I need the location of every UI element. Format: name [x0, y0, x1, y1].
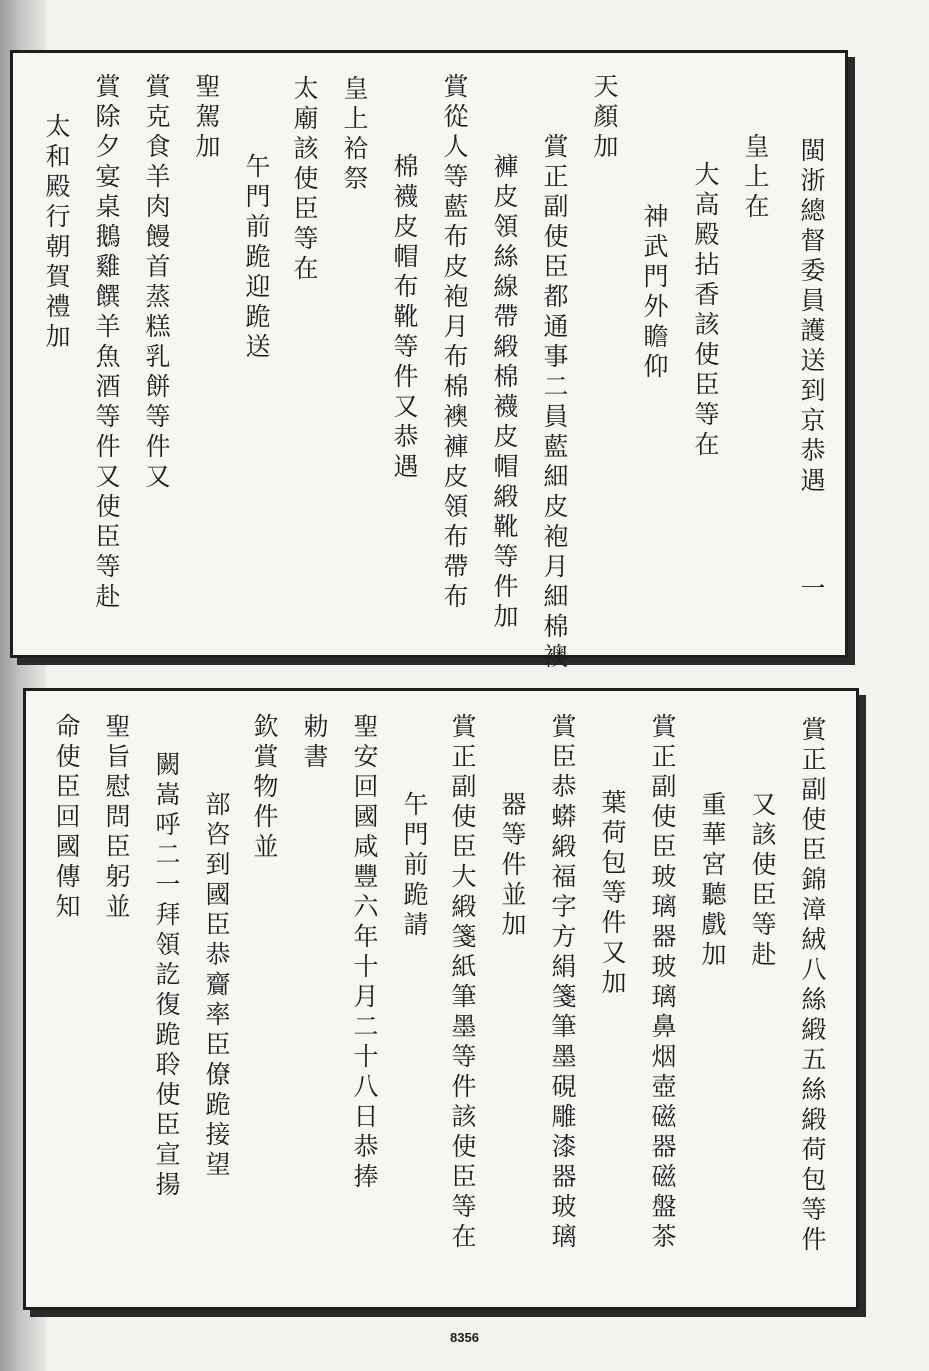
text-column: 賞正副使臣玻璃器玻璃鼻烟壺磁器磁盤茶: [648, 713, 677, 1253]
text-column: 天顏加: [590, 73, 619, 163]
text-column: 棉襪皮帽布靴等件又恭遇: [390, 153, 419, 483]
top-document-panel: [10, 50, 848, 673]
text-column: 賞除夕宴桌鵝雞饌羊魚酒等件又使臣等赴: [92, 73, 121, 613]
text-column: 賞正副使臣大緞箋紙筆墨等件該使臣等在: [448, 713, 477, 1253]
text-column: 午門前跪迎跪送: [242, 153, 271, 363]
text-column: 褲皮領絲線帶緞棉襪皮帽緞靴等件加: [490, 153, 519, 633]
text-column: 太和殿行朝賀禮加: [42, 113, 71, 353]
text-column: 賞克食羊肉饅首蒸糕乳餅等件又: [142, 73, 171, 493]
text-column: 大高殿拈香該使臣等在: [691, 161, 720, 461]
text-column: 聖駕加: [192, 73, 221, 163]
text-column: 賞正副使臣錦漳絨八絲緞五絲緞荷包等件: [798, 716, 827, 1256]
text-column: 皇上在: [741, 133, 770, 223]
text-column: 神武門外瞻仰: [640, 203, 669, 383]
text-column: 器等件並加: [498, 791, 527, 941]
text-column: 葉荷包等件又加: [598, 789, 627, 999]
text-column: 午門前跪請: [400, 791, 429, 941]
bottom-document-panel: [23, 688, 859, 1310]
text-column: 勅書: [300, 713, 329, 773]
text-column: 聖旨慰問臣躬並: [102, 713, 131, 923]
text-column: 又該使臣等赴: [748, 791, 777, 971]
text-column: 聖安回國咸豐六年十月二十八日恭捧: [350, 713, 379, 1193]
text-column: 賞臣恭蟒緞福字方絹箋筆墨硯雕漆器玻璃: [548, 713, 577, 1253]
text-column: 命使臣回國傳知: [52, 713, 81, 923]
text-column: 部咨到國臣恭齎率臣僚跪接望: [202, 791, 231, 1181]
text-column: 賞正副使臣都通事二員藍細皮袍月細棉襖: [540, 133, 569, 673]
folio-mark: 一: [797, 575, 826, 605]
text-column: 皇上祫祭: [340, 75, 369, 195]
text-column: 閩浙總督委員護送到京恭遇: [797, 137, 826, 497]
text-column: 欽賞物件並: [250, 713, 279, 863]
text-column: 賞從人等藍布皮袍月布棉襖褲皮領布帶布: [440, 73, 469, 613]
page-number: 8356: [450, 1330, 479, 1345]
text-column: 重華宮聽戲加: [698, 791, 727, 971]
text-column: 闕嵩呼二一拜領訖復跪聆使臣宣揚: [152, 751, 181, 1201]
text-column: 太廟該使臣等在: [290, 75, 319, 285]
